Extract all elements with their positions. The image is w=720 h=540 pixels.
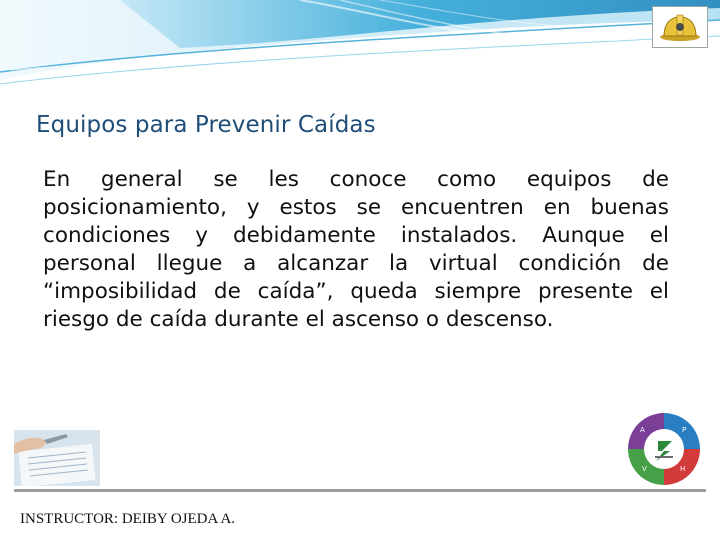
footer-divider (14, 489, 706, 492)
phva-cycle-diagram (622, 410, 706, 488)
cycle-letter-a: A (640, 426, 645, 434)
cycle-letter-p: P (682, 426, 687, 434)
instructor-label: INSTRUCTOR (20, 511, 114, 527)
header-wave-banner (0, 0, 720, 95)
footer-instructor (20, 511, 235, 528)
company-logo (652, 6, 708, 48)
instructor-name: DEIBY OJEDA A. (121, 511, 236, 527)
hands-on-documents-photo (14, 430, 100, 486)
hard-hat-icon (653, 7, 707, 47)
cycle-letter-v: V (642, 465, 647, 473)
cycle-letter-h: H (680, 465, 686, 473)
instructor-separator: : (113, 511, 122, 527)
slide-body-paragraph: En general se les conoce como equipos de posicionamiento, y estos se encuentren en buenas condiciones y debidamente instalados. Aunque el personal llegue a alcanzar la virtual condición de “imposibilidad de caída”, queda siempre presente el riesgo de caída durante el ascenso o descenso. (43, 167, 669, 332)
slide-title: Equipos para Prevenir Caídas (36, 112, 376, 138)
